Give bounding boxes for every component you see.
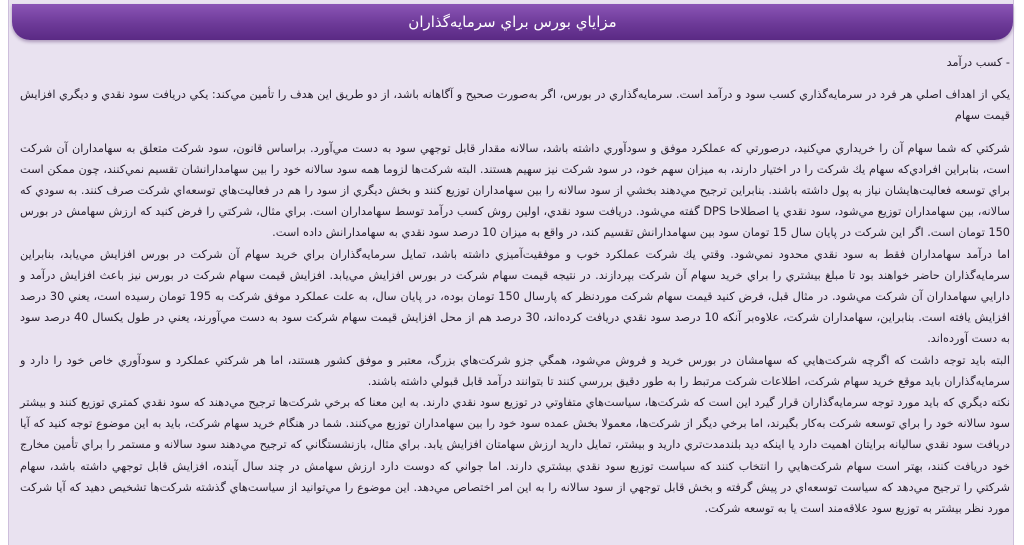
- paragraph-caution: البته بايد توجه داشت كه اگرچه شركت‌هايي كه سهامشان در بورس خريد و فروش مي‌شود، همگي جزو شركت‌هاي بزرگ، معتبر و موفق كشور هستند، اما هر شركتي عملكرد و سودآوري خاص خود را دارد و سرمايه‌گذاران بايد موقع خريد سهام شركت، اطلاعات شركت مرتبط را به طور دقيق بررسي كنند تا بتوانند درآمد قابل قبولي داشته باشند.: [20, 353, 1010, 388]
- page-header: [12, 4, 1013, 40]
- article-body: [20, 52, 1010, 519]
- paragraph-price-growth: اما درآمد سهامداران فقط به سود نقدي محدود نمي‌شود. وقتي يك شركت عملكرد خوب و موفقيت‌آميزي داشته باشد، تمايل سرمايه‌گذاران براي خريد سهام آن شركت در بورس افزايش مي‌يابد، بنابراين سرمايه‌گذاران حاضر خواهند بود تا مبلغ بيشتري را براي خريد سهام آن شركت بپردازند. در نتيجه قيمت سهام شركت در بورس افزايش مي‌يابد. افزايش قيمت سهام شركت در بورس نيز باعث افزايش درآمد و دارايي سهامداران آن شركت مي‌شود. در مثال قبل، فرض كنيد قيمت سهام شركت موردنظر كه پارسال 150 تومان بوده، در پايان سال، به علت عملكرد موفق شركت به 195 تومان رسيده است، يعني 30 درصد افزايش يافته است. بنابراين، سهامداران شركت، علاوه‌بر آنكه 10 درصد سود نقدي دريافت كرده‌اند، 30 درصد هم از محل افزايش قيمت سهام شركت سود به دست مي‌آورند، يعني در طول يكسال 40 درصد سود به دست آورده‌اند.: [20, 247, 1010, 346]
- paragraph-dividend-policy: نكته ديگري كه بايد مورد توجه سرمايه‌گذاران قرار گيرد اين است كه شركت‌ها، سياست‌هاي متفاوتي در توزيع سود نقدي دارند. به اين معنا كه برخي شركت‌ها ترجيح مي‌دهند كه سود نقدي كمتري توزيع كنند و بيشتر سود سالانه خود را براي توسعه شركت به‌كار بگيرند، اما برخي ديگر از شركت‌ها، معمولا بخش عمده سود خود را بين سهامداران توزيع مي‌كنند. شما در هنگام خريد سهام شركت، بايد به اين موضوع توجه كنيد كه آيا دريافت سود نقدي سالیانه برايتان اهميت دارد يا اينكه ديد بلندمدت‌تري داريد و بيشتر، تمايل داريد ارزش سهامتان افزايش يابد. براي مثال، بازنشستگاني كه ترجيح مي‌دهند سود سالانه و مستمر را براي تأمين مخارج خود دريافت كنند، بهتر است سهام شركت‌هايي را انتخاب كنند كه سياست توزيع سود نقدي بيشتري دارند. اما جواني كه دوست دارد ارزش سهامش در چند سال آينده، افزايش قابل توجهي داشته باشد، سهام شركتي را ترجيح مي‌دهد كه سياست توسعه‌اي در پيش گرفته و بخش قابل توجهي از سود سالانه را به اين امر اختصاص مي‌دهد. اين موضوع را مي‌توانيد از سياست‌هاي گذشته شركت‌ها تشخيص دهيد كه آيا شركت مورد نظر بيشتر به توزيع سود علاقه‌مند است يا به توسعه شركت.: [20, 396, 1010, 516]
- page-title: مزاياي بورس براي سرمايه‌گذاران: [408, 13, 617, 31]
- paragraph-intro: يكي از اهداف اصلي هر فرد در سرمايه‌گذاري كسب سود و درآمد است. سرمايه‌گذاري در بورس، اگر به‌صورت صحيح و آگاهانه باشد، از دو طريق اين هدف را تأمين مي‌كند: يكي دريافت سود نقدي و ديگري افزايش قيمت سهام: [20, 88, 1010, 123]
- section-heading: - كسب درآمد: [946, 56, 1010, 69]
- paragraph-cash-dividend: شركتي كه شما سهام آن را خريداري مي‌كنيد، درصورتي كه عملكرد موفق و سودآوري داشته باشد، سالانه مقدار قابل توجهي سود به دست مي‌آورد. براساس قانون، سود شركت متعلق به سهامداران آن شركت است، بنابراين افرادي‌كه سهام يك شركت را در اختيار دارند، به ميزان سهم خود، در سود شركت نيز سهيم هستند. البته شركت‌ها لزوما همه سود سالانه خود را بين سهامدارانشان تقسيم نمي‌كنند، چون ممكن است براي توسعه فعاليت‌هايشان نياز به پول داشته باشند. بنابراين ترجيح مي‌دهند بخشي از سود سالانه را بين سهامداران توزيع كنند و بخش ديگري از سود را هم در فعاليت‌هاي توسعه‌اي شركت صرف كنند. به سودي كه سالانه، بين سهامداران توزيع مي‌شود، سود نقدي يا اصطلاحا DPS گفته مي‌شود. دريافت سود نقدي، اولين روش كسب درآمد توسط سهامداران است. براي مثال، شركتي را فرض كنيد كه ارزش سهامش در بورس 150 تومان است. اگر اين شركت در پايان سال 15 تومان سود بين سهامدارانش تقسيم كند، در واقع به ميزان 10 درصد سود نقدي به سهامدارانش داده است.: [20, 141, 1010, 240]
